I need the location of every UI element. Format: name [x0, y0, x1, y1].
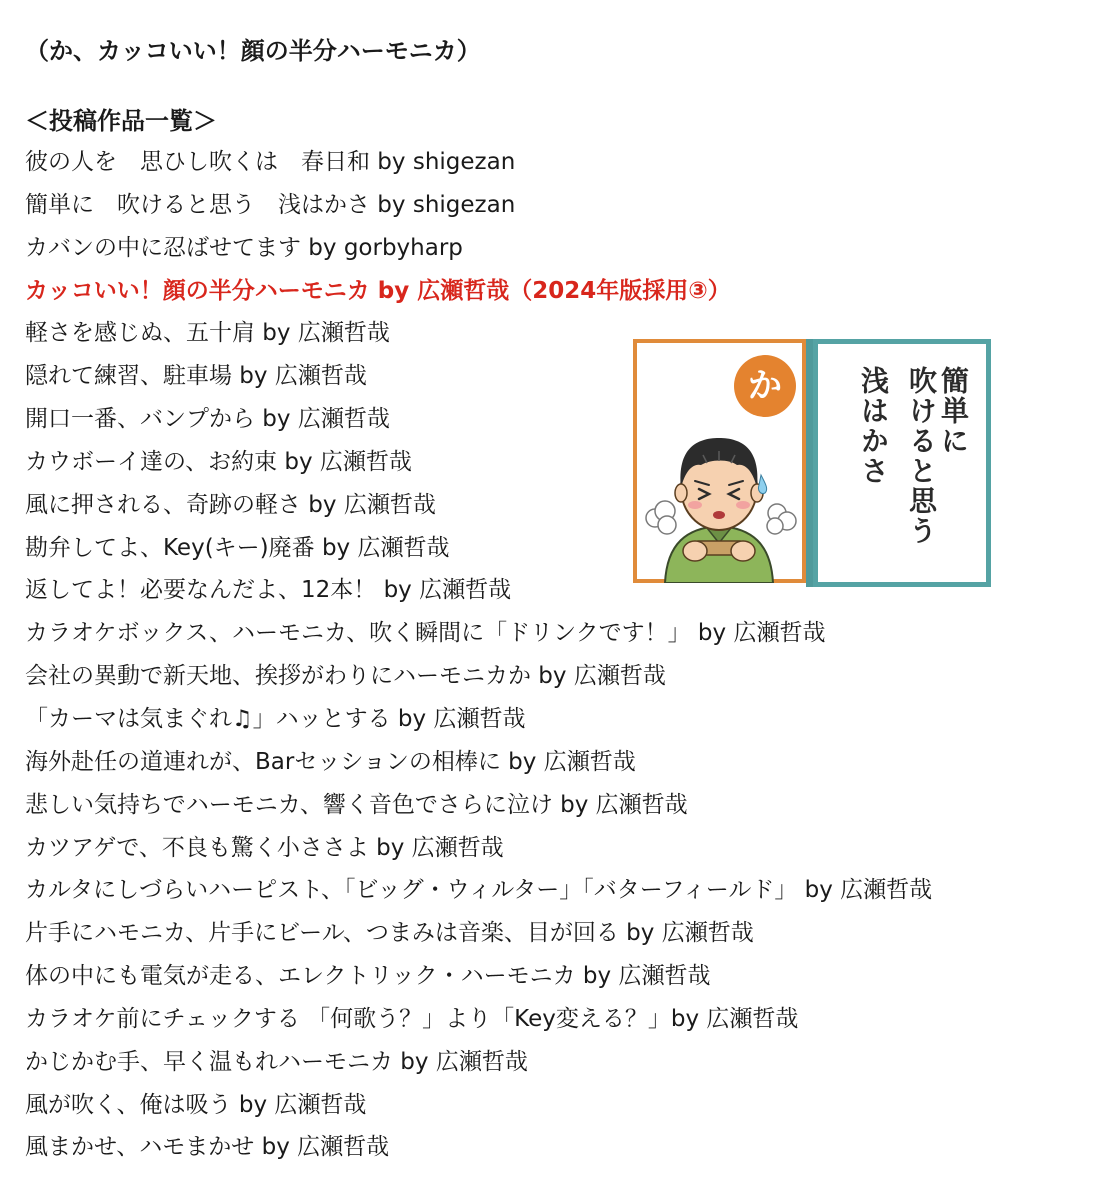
list-item: 風が吹く、俺は吸う by 広瀬哲哉 — [25, 1091, 367, 1118]
karuta-card — [633, 339, 993, 589]
page-title: （か、カッコいい！顔の半分ハーモニカ） — [25, 37, 481, 65]
list-item: 彼の人を 思ひし吹くは 春日和 by shigezan — [25, 149, 516, 175]
list-item: 隠れて練習、駐車場 by 広瀬哲哉 — [25, 363, 367, 390]
list-heading: ＜投稿作品一覧＞ — [25, 107, 217, 135]
karuta-line-2: 吹けると思う — [905, 366, 938, 546]
list-item: カラオケ前にチェックする 「何歌う？」より「Key変える？」by 広瀬哲哉 — [25, 1005, 799, 1032]
list-item: 勘弁してよ、Key(キー)廃番 by 広瀬哲哉 — [25, 534, 450, 561]
list-item: 軽さを感じぬ、五十肩 by 広瀬哲哉 — [25, 320, 390, 347]
list-item: カウボーイ達の、お約束 by 広瀬哲哉 — [25, 448, 412, 475]
harmonica-boy-illustration — [637, 393, 802, 583]
adopted-entry: カッコいい！顔の半分ハーモニカ by 広瀬哲哉（2024年版採用③） — [25, 277, 731, 304]
list-item: 海外赴任の道連れが、Barセッションの相棒に by 広瀬哲哉 — [25, 748, 636, 775]
list-item: 片手にハモニカ、片手にビール、つまみは音楽、目が回る by 広瀬哲哉 — [25, 920, 754, 947]
list-item: カバンの中に忍ばせてます by gorbyharp — [25, 234, 463, 261]
karuta-picture-card — [633, 339, 806, 583]
list-item: 簡単に 吹けると思う 浅はかさ by shigezan — [25, 191, 516, 218]
list-item: 開口一番、バンプから by 広瀬哲哉 — [25, 406, 390, 433]
list-item: カツアゲで、不良も驚く小ささよ by 広瀬哲哉 — [25, 834, 504, 861]
karuta-line-1: 簡単に — [937, 366, 970, 456]
list-item: 風に押される、奇跡の軽さ by 広瀬哲哉 — [25, 491, 436, 518]
list-item: 体の中にも電気が走る、エレクトリック・ハーモニカ by 広瀬哲哉 — [25, 963, 711, 990]
karuta-text-card — [813, 339, 991, 587]
list-item: かじかむ手、早く温もれハーモニカ by 広瀬哲哉 — [25, 1048, 528, 1075]
list-item: 風まかせ、ハモまかせ by 広瀬哲哉 — [25, 1134, 390, 1161]
entries-list — [25, 145, 932, 1173]
list-item: 返してよ！必要なんだよ、12本！ by 広瀬哲哉 — [25, 577, 512, 604]
list-item: 「カーマは気まぐれ♫」ハッとする by 広瀬哲哉 — [25, 705, 526, 732]
list-item: カラオケボックス、ハーモニカ、吹く瞬間に「ドリンクです！」 by 広瀬哲哉 — [25, 620, 826, 647]
list-item: カルタにしづらいハーピスト、「ビッグ・ウィルター」「バターフィールド」 by 広瀬哲哉 — [25, 877, 933, 904]
list-item: 会社の異動で新天地、挨拶がわりにハーモニカか by 広瀬哲哉 — [25, 663, 666, 690]
karuta-line-3: 浅はかさ — [857, 366, 890, 486]
kana-badge: か — [734, 355, 796, 417]
card-divider — [806, 339, 813, 587]
list-item: 悲しい気持ちでハーモニカ、響く音色でさらに泣け by 広瀬哲哉 — [25, 791, 688, 818]
